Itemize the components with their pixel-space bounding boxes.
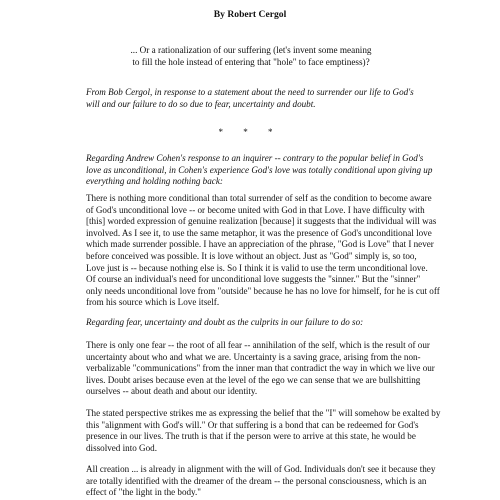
paragraph-line: uncertainty about who and what we are. Uncertainty is a saving grace, arising from the non-: [86, 351, 421, 362]
section1-heading-line: Regarding Andrew Cohen's response to an inquirer -- contrary to the popular belief in God's: [86, 153, 424, 163]
paragraph-line: dissolved into God.: [86, 442, 157, 453]
section2-heading-line: Regarding fear, uncertainty and doubt as the culprits in our failure to do so:: [86, 317, 364, 327]
paragraph-line: Of course an individual's need for unconditional love suggests the "sinner." But the "sinner": [86, 274, 421, 285]
paragraph-line: There is only one fear -- the root of all fear -- annihilation of the self, which is the result of our: [86, 340, 430, 350]
paragraph-fear: [86, 340, 466, 398]
intro-line: From Bob Cergol, in response to a statement about the need to surrender our life to God's: [86, 87, 414, 97]
epigraph-line: to fill the hole instead of entering that "hole" to face emptiness)?: [132, 57, 370, 67]
paragraph-unconditional-love: [86, 193, 466, 309]
paragraph-line: There is nothing more conditional than total surrender of self as the condition to become aware: [86, 193, 432, 203]
intro-line: will and our failure to do so due to fear, uncertainty and doubt.: [86, 98, 316, 109]
paragraph-line: All creation ... is already in alignment with the will of God. Individuals don't see it because they: [86, 464, 436, 474]
paragraph-line: only needs unconditional love from "outside" because he has no love for himself, for he is cut off: [86, 285, 440, 296]
section1-heading-line: everything and holding nothing back:: [86, 176, 223, 187]
paragraph-line: from his source which is Love itself.: [86, 297, 220, 308]
paragraph-line: presence in our lives. The truth is that if the person were to arrive at this state, he would be: [86, 431, 416, 442]
paragraph-alignment: [86, 408, 466, 454]
paragraph-line: before conceived was possible. It is love without an object. Just as "God" simply is, so too,: [86, 250, 417, 261]
paragraph-line: Love just is -- because nothing else is. So I think it is valid to use the term unconditional love.: [86, 262, 428, 273]
section1-heading-line: love as unconditional, in Cohen's experience God's love was totally conditional upon giving up: [86, 164, 433, 175]
paragraph-creation: [86, 464, 466, 499]
paragraph-line: effect of "the light in the body.": [86, 487, 202, 498]
byline: By Robert Cergol: [213, 9, 287, 20]
section2-heading: [86, 317, 466, 329]
section-separator: * * *: [218, 127, 282, 137]
paragraph-line: lives. Doubt arises because even at the level of the ego we can sense that we are bullshitting: [86, 374, 421, 385]
section1-heading: [86, 153, 466, 188]
paragraph-line: The stated perspective strikes me as expressing the belief that the "I" will somehow be exalted by: [86, 408, 441, 418]
paragraph-line: are totally identified with the dreamer of the dream -- the personal consciousness, which is an: [86, 475, 427, 486]
intro-paragraph: [86, 87, 466, 110]
paragraph-line: which made surrender possible. I have an appreciation of the phrase, "God is Love" that I never: [86, 239, 434, 250]
paragraph-line: of God's unconditional love -- or become united with God in that Love. I have difficulty with: [86, 204, 425, 215]
paragraph-line: [this] worded expression of genuine realization [because] it suggests that the individual will was: [86, 216, 437, 227]
paragraph-line: involved. As I see it, to use the same metaphor, it was the presence of God's unconditional love: [86, 227, 432, 238]
paragraph-line: verbalizable "communications" from the inner man that contradict the way in which we live our: [86, 363, 435, 374]
paragraph-line: this "alignment with God's will." Or that suffering is a bond that can be redeemed for God's: [86, 419, 419, 430]
paragraph-line: ourselves -- about death and about our identity.: [86, 386, 258, 397]
epigraph: [86, 44, 416, 68]
epigraph-line: ... Or a rationalization of our suffering (let's invent some meaning: [130, 45, 372, 55]
